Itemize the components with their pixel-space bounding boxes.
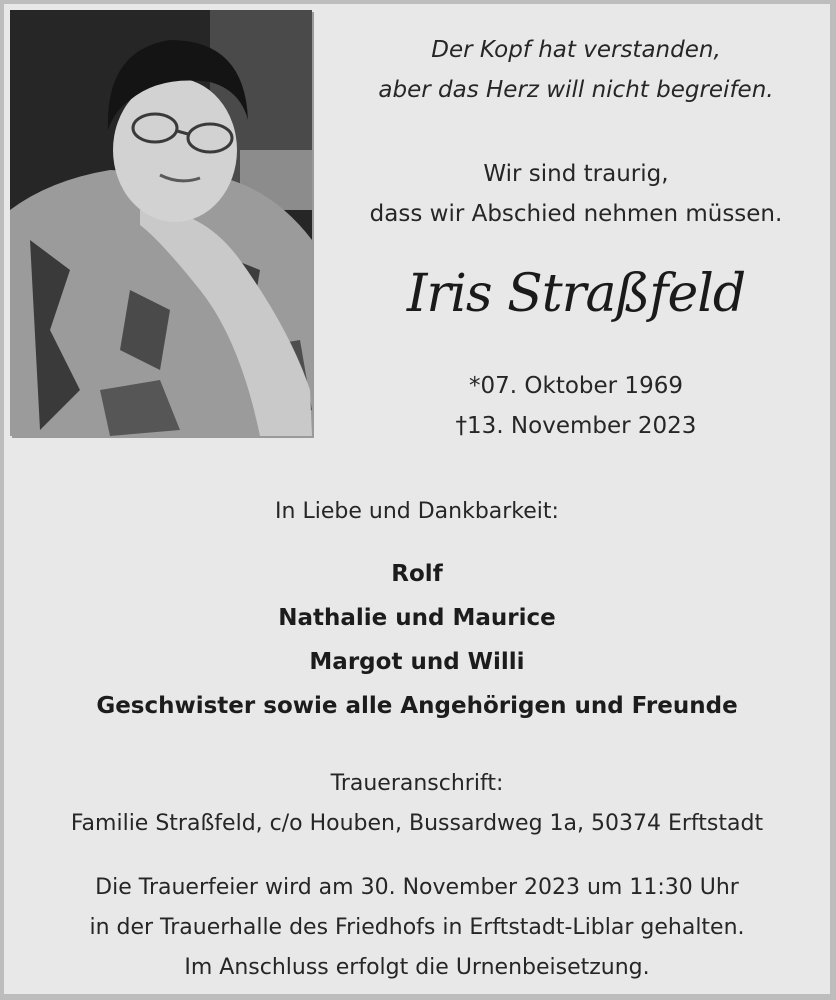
sadness-line-1: Wir sind traurig, [483,161,669,187]
ceremony-line-2: in der Trauerhalle des Friedhofs in Erftstadt-Liblar gehalten. [89,915,745,940]
mourner-name: Rolf [391,561,443,587]
mourners-intro: In Liebe und Dankbarkeit: [275,499,559,524]
mourner-name: Margot und Willi [309,649,525,675]
verse-line-1: Der Kopf hat verstanden, [431,37,721,63]
address-label: Traueranschrift: [330,771,504,796]
mourner-name: Nathalie und Maurice [278,605,556,631]
portrait-photo [10,10,312,436]
address-line: Familie Straßfeld, c/o Houben, Bussardweg 1a, 50374 Erftstadt [70,811,764,836]
death-date: †13. November 2023 [455,413,697,439]
verse-line-2: aber das Herz will nicht begreifen. [378,77,774,103]
birth-date: *07. Oktober 1969 [469,373,683,399]
mourner-name: Geschwister sowie alle Angehörigen und Freunde [96,693,738,719]
ceremony-line-1: Die Trauerfeier wird am 30. November 2023 um 11:30 Uhr [95,875,739,900]
deceased-name: Iris Straßfeld [406,264,746,324]
obituary-card [4,4,830,994]
ceremony-line-3: Im Anschluss erfolgt die Urnenbeisetzung. [184,955,650,980]
sadness-line-2: dass wir Abschied nehmen müssen. [369,201,783,227]
